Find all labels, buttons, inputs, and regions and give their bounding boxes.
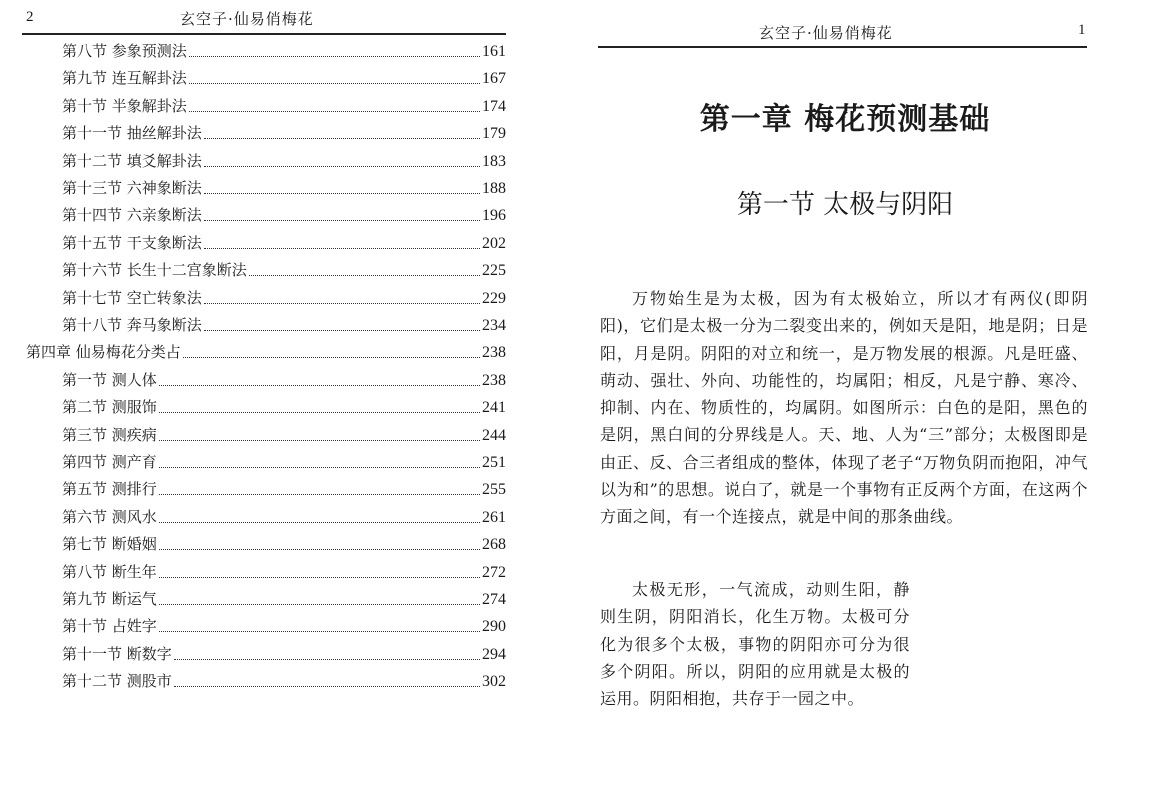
toc-leader-dots [189,111,480,112]
body-paragraph: 太极无形，一气流成，动则生阳，静则生阴，阴阳消长，化生万物。太极可分化为很多个太极，事物的阴阳亦可分为很多个阴阳。所以，阴阳的应用就是太极的运用。阴阳相抱，共存于一园之中。 [600,580,910,709]
toc-entry-title: 第十二节 测股市 [62,672,172,691]
toc-section-entry [62,531,506,558]
toc-leader-dots [204,220,480,221]
toc-leader-dots [189,56,480,57]
toc-entry-page-number: 261 [482,508,506,526]
toc-entry-title: 第九节 断运气 [62,590,157,608]
running-head: 玄空子·仙易俏梅花 [759,24,893,42]
toc-leader-dots [204,193,480,194]
toc-entry-title: 第二节 测服饰 [62,398,157,417]
chapter-title: 第一章 梅花预测基础 [699,102,991,137]
toc-leader-dots [159,522,480,523]
toc-section-entry [62,559,506,586]
toc-entry-title: 第三节 测疾病 [62,425,157,444]
toc-entry-page-number: 241 [482,399,506,417]
toc-section-entry [62,586,506,613]
toc-section-entry [62,175,506,202]
toc-entry-page-number: 272 [482,563,506,581]
toc-section-entry [62,394,506,421]
toc-section-entry [62,38,506,65]
toc-section-entry [62,367,506,394]
toc-entry-page-number: 234 [482,317,506,334]
toc-section-entry [62,202,506,229]
toc-leader-dots [159,604,480,605]
toc-section-entry [62,93,506,120]
toc-entry-title: 第四节 测产育 [62,453,157,471]
toc-section-entry [62,449,506,476]
toc-section-entry [62,422,506,449]
toc-entry-page-number: 302 [482,673,506,691]
toc-leader-dots [183,357,480,358]
toc-entry-title: 第一节 测人体 [62,370,157,389]
toc-entry-title: 第十节 占姓字 [62,617,157,636]
toc-section-entry [62,312,506,339]
toc-section-entry [62,641,506,668]
header-rule [598,46,1087,48]
toc-entry-title: 第五节 测排行 [62,480,157,499]
toc-chapter-entry [26,339,506,366]
toc-entry-page-number: 244 [482,426,506,444]
toc-section-entry [62,148,506,175]
toc-entry-page-number: 274 [482,591,506,608]
toc-leader-dots [174,686,480,687]
page-number: 2 [26,9,34,25]
right-page [560,0,1167,794]
toc-leader-dots [204,303,480,304]
body-paragraph: 万物始生是为太极，因为有太极始立，所以才有两仪(即阴阳)，它们是太极一分为二裂变出来的，例如天是阳，地是阴；日是阳，月是阴。阴阳的对立和统一，是万物发展的根源。凡是旺盛、萌动、强壮、外向、功能性的，均属阳；相反，凡是宁静、寒冷、抑制、内在、物质性的，均属阴。如图所示：白色的是阳，黑色的是阴，黑白间的分界线是人。天、地、人为“三”部分；太极图即是由正、反、合三者组成的整体，体现了老子“万物负阴而抱阳，冲气以为和”的思想。说白了，就是一个事物有正反两个方面，在这两个方面之间，有一个连接点，就是中间的那条曲线。 [600,289,1088,527]
page-number: 1 [1078,22,1086,38]
toc-leader-dots [159,440,480,441]
toc-entry-page-number: 290 [482,618,506,636]
toc-section-entry [62,65,506,92]
toc-entry-title: 第十四节 六亲象断法 [62,206,202,225]
toc-leader-dots [159,385,480,386]
toc-entry-page-number: 188 [482,180,506,197]
toc-entry-title: 第八节 参象预测法 [62,42,187,60]
toc-entry-title: 第十六节 长生十二宫象断法 [62,261,247,280]
toc-leader-dots [159,467,480,468]
toc-entry-title: 第十一节 断数字 [62,644,172,663]
toc-leader-dots [204,138,480,139]
toc-section-entry [62,613,506,640]
toc-section-entry [62,285,506,312]
toc-entry-title: 第八节 断生年 [62,562,157,581]
toc-section-entry [62,230,506,257]
toc-entry-page-number: 238 [482,371,506,389]
toc-leader-dots [204,330,480,331]
toc-leader-dots [159,631,480,632]
toc-section-entry [62,668,506,695]
toc-entry-title: 第十五节 干支象断法 [62,233,202,252]
left-page [0,0,560,794]
toc-leader-dots [159,494,480,495]
toc-entry-title: 第十二节 填爻解卦法 [62,151,202,170]
toc-entry-page-number: 238 [482,344,506,362]
toc-entry-title: 第十七节 空亡转象法 [62,288,202,307]
toc-section-entry [62,476,506,503]
running-head: 玄空子·仙易俏梅花 [180,10,314,28]
toc-entry-page-number: 167 [482,70,506,88]
toc-entry-title: 第十一节 抽丝解卦法 [62,124,202,143]
toc-entry-page-number: 229 [482,289,506,307]
toc-entry-page-number: 202 [482,234,506,252]
section-title: 第一节 太极与阴阳 [736,190,954,220]
toc-entry-page-number: 251 [482,454,506,471]
toc-entry-page-number: 183 [482,152,506,170]
toc-leader-dots [204,166,480,167]
toc-entry-page-number: 225 [482,262,506,280]
toc-section-entry [62,120,506,147]
toc-entry-title: 第四章 仙易梅花分类占 [26,343,181,362]
toc-section-entry [62,504,506,531]
toc-entry-page-number: 174 [482,97,506,115]
toc-section-entry [62,257,506,284]
toc-leader-dots [174,659,480,660]
toc-entry-title: 第六节 测风水 [62,507,157,526]
toc-entry-title: 第七节 断婚姻 [62,535,157,554]
toc-entry-title: 第十八节 奔马象断法 [62,316,202,334]
toc-entry-page-number: 294 [482,645,506,663]
toc-entry-title: 第十三节 六神象断法 [62,179,202,197]
toc-entry-page-number: 255 [482,481,506,499]
header-rule [22,33,506,35]
toc-leader-dots [159,577,480,578]
toc-entry-title: 第十节 半象解卦法 [62,96,187,115]
toc-leader-dots [249,275,480,276]
toc-leader-dots [159,412,480,413]
toc-entry-page-number: 196 [482,207,506,225]
toc-entry-page-number: 179 [482,125,506,143]
toc-leader-dots [159,549,480,550]
toc-entry-title: 第九节 连互解卦法 [62,69,187,88]
toc-leader-dots [189,83,480,84]
toc-entry-page-number: 268 [482,536,506,554]
toc-leader-dots [204,248,480,249]
toc-entry-page-number: 161 [482,43,506,60]
